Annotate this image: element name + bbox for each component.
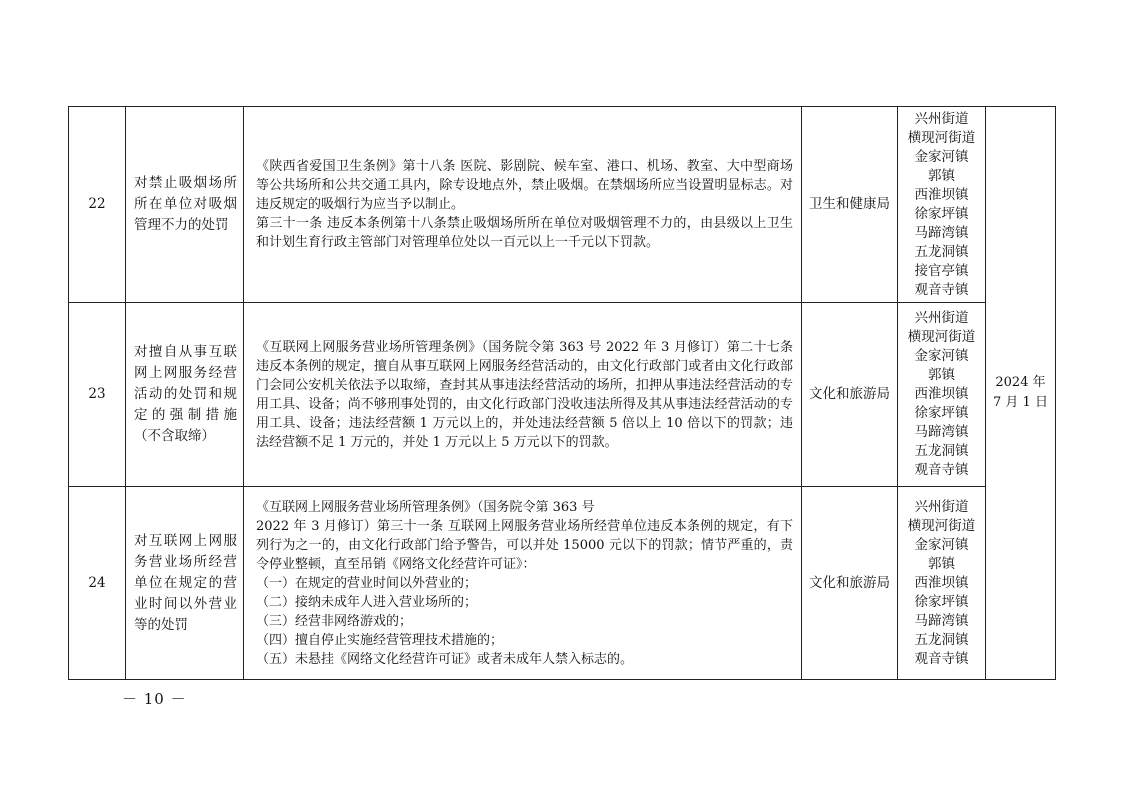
row-number: 23	[69, 303, 126, 487]
basis-paragraph: 2022 年 3 月修订）第三十一条 互联网上网服务营业场所经营单位违反本条例的规定，有下列行为之一的，由文化行政部门给予警告，可以并处 15000 元以下的罚款；情节严重的，责令停业整顿，直至吊销《网络文化经营许可证》：	[256, 518, 793, 572]
areas-cell	[898, 487, 986, 680]
authority-table	[68, 106, 1056, 680]
legal-basis	[244, 498, 801, 669]
basis-list-item: （四）擅自停止实施经营管理技术措施的；	[256, 632, 504, 648]
basis-list-item: （三）经营非网络游戏的；	[256, 613, 413, 629]
area-item: 徐家坪镇	[914, 405, 969, 421]
item-name-cell	[126, 107, 244, 303]
basis-list-item: （二）接纳未成年人进入营业场所的；	[256, 594, 478, 610]
area-item: 徐家坪镇	[914, 205, 969, 222]
effective-date	[986, 373, 1055, 413]
area-item: 郭镇	[928, 555, 955, 572]
legal-basis-cell	[244, 107, 802, 303]
basis-paragraph: 《互联网上网服务营业场所管理条例》（国务院令第 363 号	[256, 499, 595, 515]
item-name-cell	[126, 303, 244, 487]
item-name: 对禁止吸烟场所所在单位对吸烟管理不力的处罚	[134, 175, 237, 233]
area-list	[898, 110, 985, 300]
page-number: － 10 －	[122, 690, 187, 708]
table-row	[69, 303, 1056, 487]
area-item: 郭镇	[928, 367, 955, 383]
area-list	[898, 498, 985, 669]
area-item: 横现河街道	[907, 329, 976, 345]
legal-basis-cell	[244, 487, 802, 680]
area-item: 观音寺镇	[914, 650, 969, 667]
item-name: 对擅自从事互联网上网服务经营活动的处罚和规定的强制措施（不含取缔）	[134, 344, 237, 444]
area-list	[898, 309, 985, 480]
department: 卫生和健康局	[802, 107, 898, 303]
area-item: 西淮坝镇	[914, 186, 969, 203]
area-item: 金家河镇	[914, 348, 969, 364]
area-item: 观音寺镇	[914, 281, 969, 298]
areas-cell	[898, 303, 986, 487]
area-item: 徐家坪镇	[914, 593, 969, 610]
legal-basis	[244, 157, 801, 252]
row-number: 22	[69, 107, 126, 303]
area-item: 五龙洞镇	[914, 243, 969, 260]
area-item: 郭镇	[928, 167, 955, 184]
area-item: 马蹄湾镇	[914, 424, 969, 440]
legal-basis	[244, 338, 801, 452]
area-item: 五龙洞镇	[914, 631, 969, 648]
item-name-cell	[126, 487, 244, 680]
department: 文化和旅游局	[802, 487, 898, 680]
effective-date-line2: 7 月 1 日	[993, 395, 1048, 410]
area-item: 马蹄湾镇	[914, 224, 969, 241]
area-item: 横现河街道	[907, 517, 976, 534]
area-item: 马蹄湾镇	[914, 612, 969, 629]
area-item: 观音寺镇	[914, 462, 969, 478]
area-item: 接官亭镇	[914, 262, 969, 279]
basis-paragraph: 第三十一条 违反本条例第十八条禁止吸烟场所所在单位对吸烟管理不力的，由县级以上卫生和计划生育行政主管部门对管理单位处以一百元以上一千元以下罚款。	[256, 216, 793, 250]
area-item: 兴州街道	[914, 310, 969, 326]
legal-basis-cell	[244, 303, 802, 487]
area-item: 金家河镇	[914, 148, 969, 165]
area-item: 兴州街道	[914, 110, 969, 127]
area-item: 横现河街道	[907, 129, 976, 146]
row-number: 24	[69, 487, 126, 680]
item-name: 对互联网上网服务营业场所经营单位在规定的营业时间以外营业等的处罚	[134, 532, 237, 633]
basis-list-item: （一）在规定的营业时间以外营业的；	[256, 575, 478, 591]
basis-paragraph: 《陕西省爱国卫生条例》第十八条 医院、影剧院、候车室、港口、机场、教室、大中型商场等公共场所和公共交通工具内，除专设地点外，禁止吸烟。在禁烟场所应当设置明显标志。对违反规定的吸烟行为应当予以制止。	[256, 159, 793, 212]
effective-date-cell	[986, 107, 1056, 680]
area-item: 西淮坝镇	[914, 574, 969, 591]
basis-list-item: （五）未悬挂《网络文化经营许可证》或者未成年人禁入标志的。	[256, 651, 634, 667]
areas-cell	[898, 107, 986, 303]
basis-paragraph: 《互联网上网服务营业场所管理条例》（国务院令第 363 号 2022 年 3 月修订）第二十七条 违反本条例的规定，擅自从事互联网上网服务经营活动的，由文化行政部门或者由文化行政部门会同公安机关依法予以取缔，查封其从事违法经营活动的场所，扣押从事违法经营活动的专用工具、设备；尚不够刑事处罚的，由文化行政部门没收违法所得及其从事违法经营活动的专用工具、设备；违法经营额 1 万元以上的，并处违法经营额 5 倍以上 10 倍以下的罚款；违法经营额不足 1 万元的，并处 1 万元以上 5 万元以下的罚款。	[256, 339, 793, 450]
area-item: 五龙洞镇	[914, 443, 969, 459]
table-row	[69, 107, 1056, 303]
area-item: 兴州街道	[914, 498, 969, 515]
department: 文化和旅游局	[802, 303, 898, 487]
area-item: 西淮坝镇	[914, 386, 969, 402]
area-item: 金家河镇	[914, 536, 969, 553]
effective-date-line1: 2024 年	[995, 375, 1046, 390]
table-row	[69, 487, 1056, 680]
